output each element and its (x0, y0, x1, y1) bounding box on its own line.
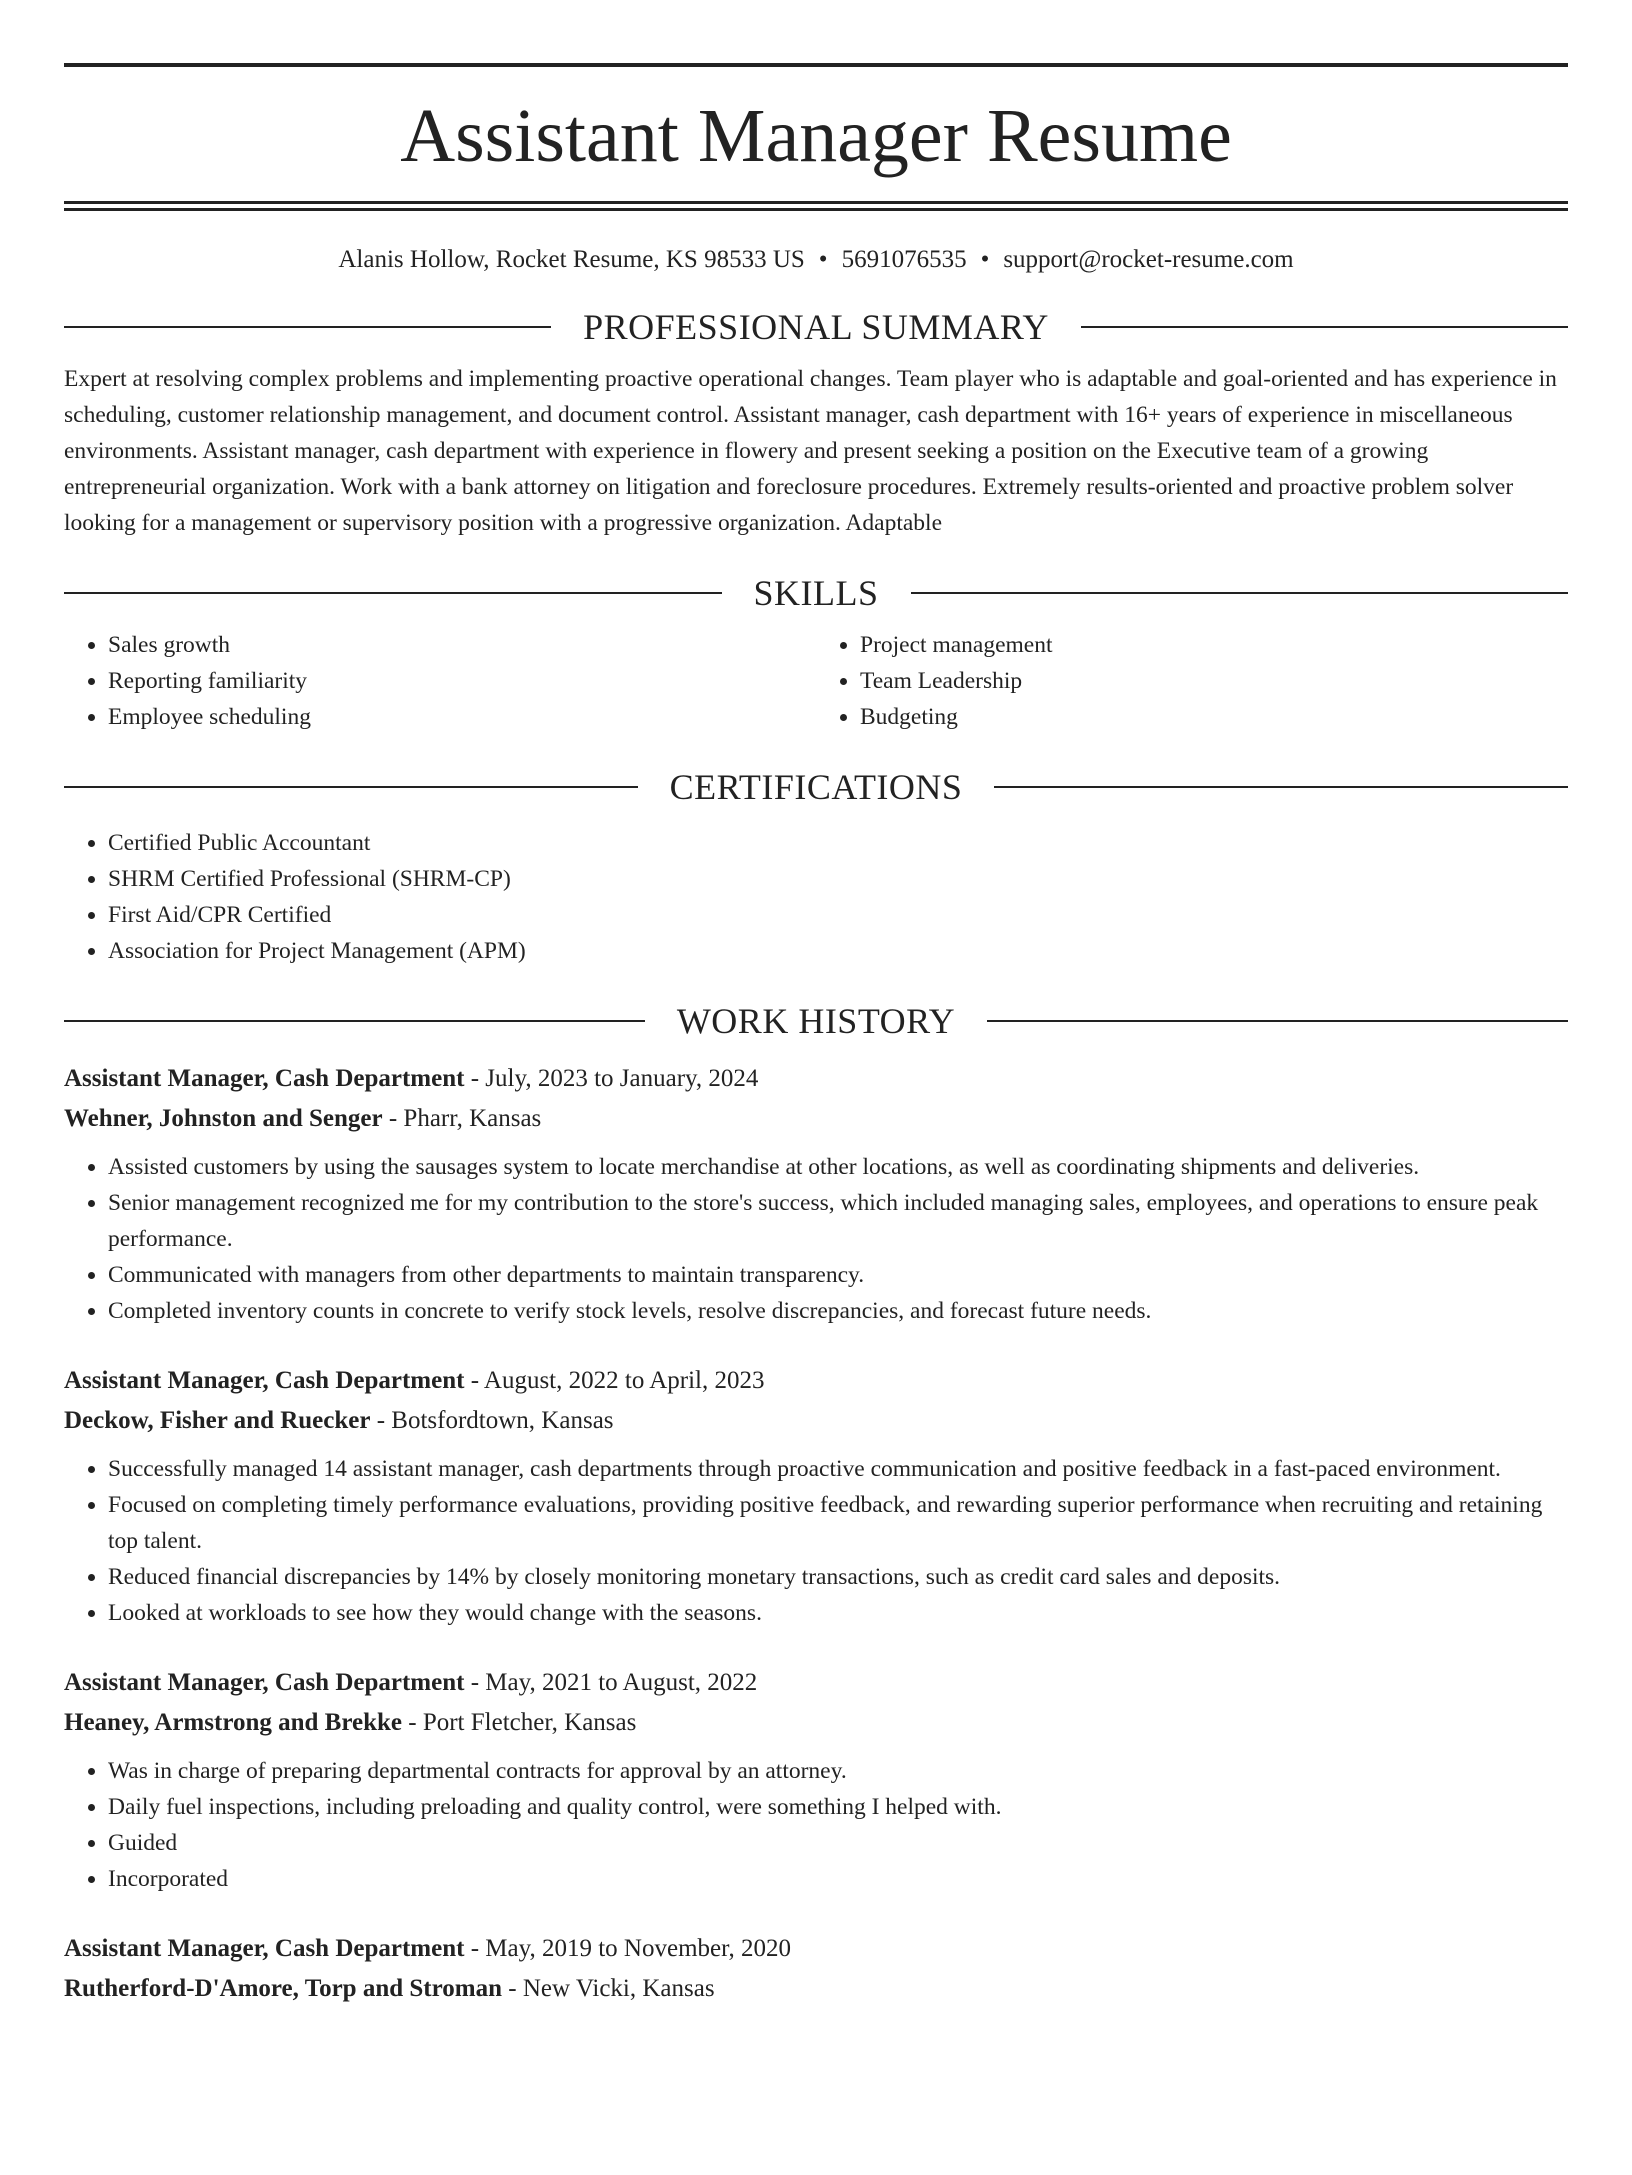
skill-item: • Sales growth (108, 627, 816, 663)
job-title: Assistant Manager, Cash Department (64, 1669, 465, 1696)
resume-page (0, 63, 1632, 2175)
certification-item: • SHRM Certified Professional (SHRM-CP) (108, 861, 1568, 897)
job-company: Deckow, Fisher and Ruecker (64, 1407, 371, 1434)
skill-item: • Reporting familiarity (108, 663, 816, 699)
job-bullet: • Guided (108, 1825, 1568, 1861)
contact-line (64, 245, 1568, 275)
certification-item: • First Aid/CPR Certified (108, 897, 1568, 933)
certifications-list (64, 825, 1568, 969)
section-title: PROFESSIONAL SUMMARY (583, 307, 1049, 347)
job-title-line (64, 1929, 1568, 1969)
skills-list (64, 627, 1568, 735)
job-title: Assistant Manager, Cash Department (64, 1935, 465, 1962)
job-location: - Pharr, Kansas (382, 1105, 542, 1132)
job-dates: - August, 2022 to April, 2023 (464, 1367, 765, 1394)
section-title: WORK HISTORY (676, 1001, 956, 1041)
contact-address: Alanis Hollow, Rocket Resume, KS 98533 US (338, 246, 805, 273)
summary-section-heading (64, 305, 1568, 349)
section-title: SKILLS (753, 573, 879, 613)
work-history-section-heading (64, 999, 1568, 1043)
job-bullet: • Senior management recognized me for my contribution to the store's success, which included managing sales, employees, and operations to ensure peak performance. (108, 1185, 1568, 1257)
certification-item: • Association for Project Management (APM) (108, 933, 1568, 969)
job-bullet: • Looked at workloads to see how they would change with the seasons. (108, 1595, 1568, 1631)
skill-item: • Employee scheduling (108, 699, 816, 735)
heading-rule-right (1081, 326, 1568, 328)
job-bullet: • Incorporated (108, 1861, 1568, 1897)
job-dates: - May, 2021 to August, 2022 (464, 1669, 758, 1696)
job-entry (64, 1663, 1568, 1897)
job-title-line (64, 1361, 1568, 1401)
heading-rule-left (64, 592, 722, 594)
job-company: Heaney, Armstrong and Brekke (64, 1709, 402, 1736)
job-company-line (64, 1969, 1568, 2009)
skills-section-heading (64, 571, 1568, 615)
job-bullets (64, 1149, 1568, 1329)
job-title: Assistant Manager, Cash Department (64, 1367, 465, 1394)
resume-title: Assistant Manager Resume (400, 94, 1232, 178)
heading-rule-left (64, 326, 551, 328)
job-entry (64, 1929, 1568, 2009)
job-company-line (64, 1099, 1568, 1139)
section-title: CERTIFICATIONS (669, 767, 963, 807)
skill-item: • Team Leadership (860, 663, 1568, 699)
job-bullet: • Was in charge of preparing departmental contracts for approval by an attorney. (108, 1753, 1568, 1789)
summary-text: Expert at resolving complex problems and implementing proactive operational changes. Team player who is adaptable and goal-oriented and has experience in scheduling, customer relationship management, and document control. Assistant manager, cash department with 16+ years of experience in miscellaneous environments. Assistant manager, cash department with experience in flowery and present seeking a position on the Executive team of a growing entrepreneurial organization. Work with a bank attorney on litigation and foreclosure procedures. Extremely results-oriented and proactive problem solver looking for a management or supervisory position with a progressive organization. Adaptable (64, 366, 1557, 536)
job-dates: - May, 2019 to November, 2020 (464, 1935, 791, 1962)
job-location: - Botsfordtown, Kansas (370, 1407, 614, 1434)
job-bullet: • Successfully managed 14 assistant manager, cash departments through proactive communication and positive feedback in a fast-paced environment. (108, 1451, 1568, 1487)
job-bullets (64, 1451, 1568, 1631)
heading-rule-right (987, 1020, 1568, 1022)
job-bullets (64, 1753, 1568, 1897)
contact-separator: • (980, 246, 990, 273)
heading-rule-left (64, 1020, 645, 1022)
job-entry (64, 1059, 1568, 1329)
contact-email: support@rocket-resume.com (1003, 246, 1294, 273)
job-bullet: • Focused on completing timely performance evaluations, providing positive feedback, and rewarding superior performance when recruiting and retaining top talent. (108, 1487, 1568, 1559)
skill-item: • Project management (860, 627, 1568, 663)
top-rule (64, 63, 1568, 67)
job-bullet: • Communicated with managers from other departments to maintain transparency. (108, 1257, 1568, 1293)
contact-separator: • (818, 246, 828, 273)
skill-item: • Budgeting (860, 699, 1568, 735)
certification-item: • Certified Public Accountant (108, 825, 1568, 861)
skills-column-left (64, 627, 816, 735)
job-company-line (64, 1401, 1568, 1441)
job-title-line (64, 1059, 1568, 1099)
job-bullet: • Reduced financial discrepancies by 14% by closely monitoring monetary transactions, such as credit card sales and deposits. (108, 1559, 1568, 1595)
heading-rule-right (911, 592, 1569, 594)
job-company: Rutherford-D'Amore, Torp and Stroman (64, 1975, 502, 2002)
job-dates: - July, 2023 to January, 2024 (464, 1065, 759, 1092)
contact-phone: 5691076535 (841, 246, 967, 273)
job-title-line (64, 1663, 1568, 1703)
certifications-section-heading (64, 765, 1568, 809)
job-bullet: • Completed inventory counts in concrete to verify stock levels, resolve discrepancies, and forecast future needs. (108, 1293, 1568, 1329)
job-company: Wehner, Johnston and Senger (64, 1105, 383, 1132)
heading-rule-left (64, 786, 638, 788)
job-title: Assistant Manager, Cash Department (64, 1065, 465, 1092)
job-location: - New Vicki, Kansas (502, 1975, 715, 2002)
job-entry (64, 1361, 1568, 1631)
title-double-rule (64, 201, 1568, 211)
skills-column-right (816, 627, 1568, 735)
heading-rule-right (994, 786, 1568, 788)
job-company-line (64, 1703, 1568, 1743)
job-bullet: • Daily fuel inspections, including preloading and quality control, were something I helped with. (108, 1789, 1568, 1825)
job-bullet: • Assisted customers by using the sausages system to locate merchandise at other locations, as well as coordinating shipments and deliveries. (108, 1149, 1568, 1185)
job-location: - Port Fletcher, Kansas (402, 1709, 637, 1736)
